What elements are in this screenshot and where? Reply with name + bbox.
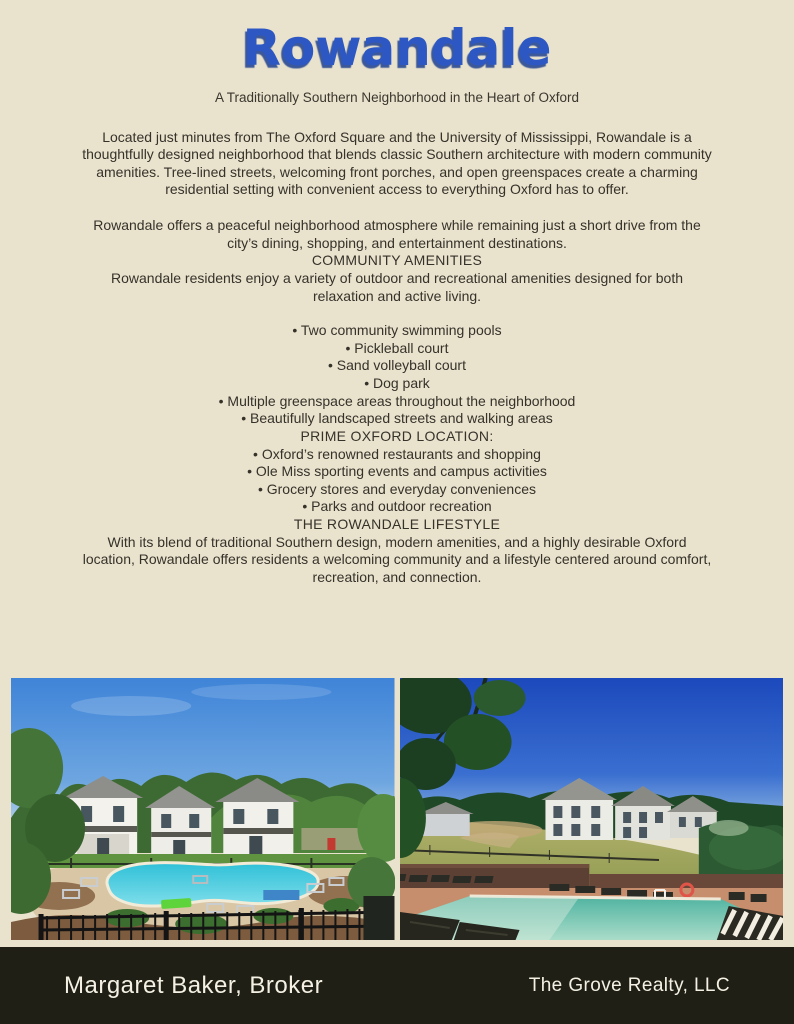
page-subtitle: A Traditionally Southern Neighborhood in the Heart of Oxford [215, 89, 579, 105]
bullet-item: • Grocery stores and everyday conveniences [257, 480, 537, 497]
dark-structure-right [363, 896, 394, 940]
bullet-item: • Two community swimming pools [292, 322, 502, 339]
intro-paragraph-2: Rowandale offers a peaceful neighborhood atmosphere while remaining just a short drive from the city’s dining, shopping, and entertainment destinations. [93, 217, 701, 251]
bullet-item: • Pickleball court [345, 339, 449, 356]
blue-table [263, 890, 299, 900]
bullet-item: • Ole Miss sporting events and campus activities [247, 463, 547, 480]
photo-row [11, 678, 783, 940]
company-name: The Grove Realty, LLC [528, 974, 730, 996]
bullet-item: • Dog park [364, 375, 430, 391]
bullet-item: • Beautifully landscaped streets and walking areas [241, 410, 553, 427]
page-title: Rowandale [242, 19, 552, 77]
community-homes-pool-illustration [11, 678, 395, 940]
location-heading: PRIME OXFORD LOCATION: [300, 427, 494, 444]
resort-pool-illustration [400, 678, 784, 940]
flyer-body [80, 129, 714, 587]
bullet-item: • Parks and outdoor recreation [302, 498, 492, 515]
amenities-description: Rowandale residents enjoy a variety of outdoor and recreational amenities designed for both relaxation and active living. [110, 269, 684, 304]
bullet-item: • Multiple greenspace areas throughout the neighborhood [218, 392, 576, 409]
wall-right [589, 874, 783, 890]
amenities-heading: COMMUNITY AMENITIES [311, 252, 483, 269]
community-homes-pool-photo [11, 678, 395, 940]
bullet-item: • Oxford’s renowned restaurants and shopping [253, 445, 541, 462]
lifestyle-text: With its blend of traditional Southern design, modern amenities, and a highly desirable Oxford location, Rowandale offers residents a welcoming community and a lifestyle centered around comfort, recreation, and connection. [82, 533, 712, 585]
amenities-list [80, 322, 714, 428]
location-list [80, 446, 714, 517]
footer-bar [0, 947, 794, 1024]
intro-paragraph-1: Located just minutes from The Oxford Square and the University of Mississippi, Rowandale is a thoughtfully designed neighborhood that blends classic Southern architecture with modern community amenities. Tree-lined streets, welcoming front porches, and open greenspaces create a charming residential setting with convenient access to everything Oxford has to offer. [82, 128, 712, 198]
broker-name: Margaret Baker, Broker [64, 971, 324, 999]
lifestyle-heading: THE ROWANDALE LIFESTYLE [293, 516, 501, 532]
bullet-item: • Sand volleyball court [328, 357, 466, 374]
resort-pool-photo [400, 678, 784, 940]
